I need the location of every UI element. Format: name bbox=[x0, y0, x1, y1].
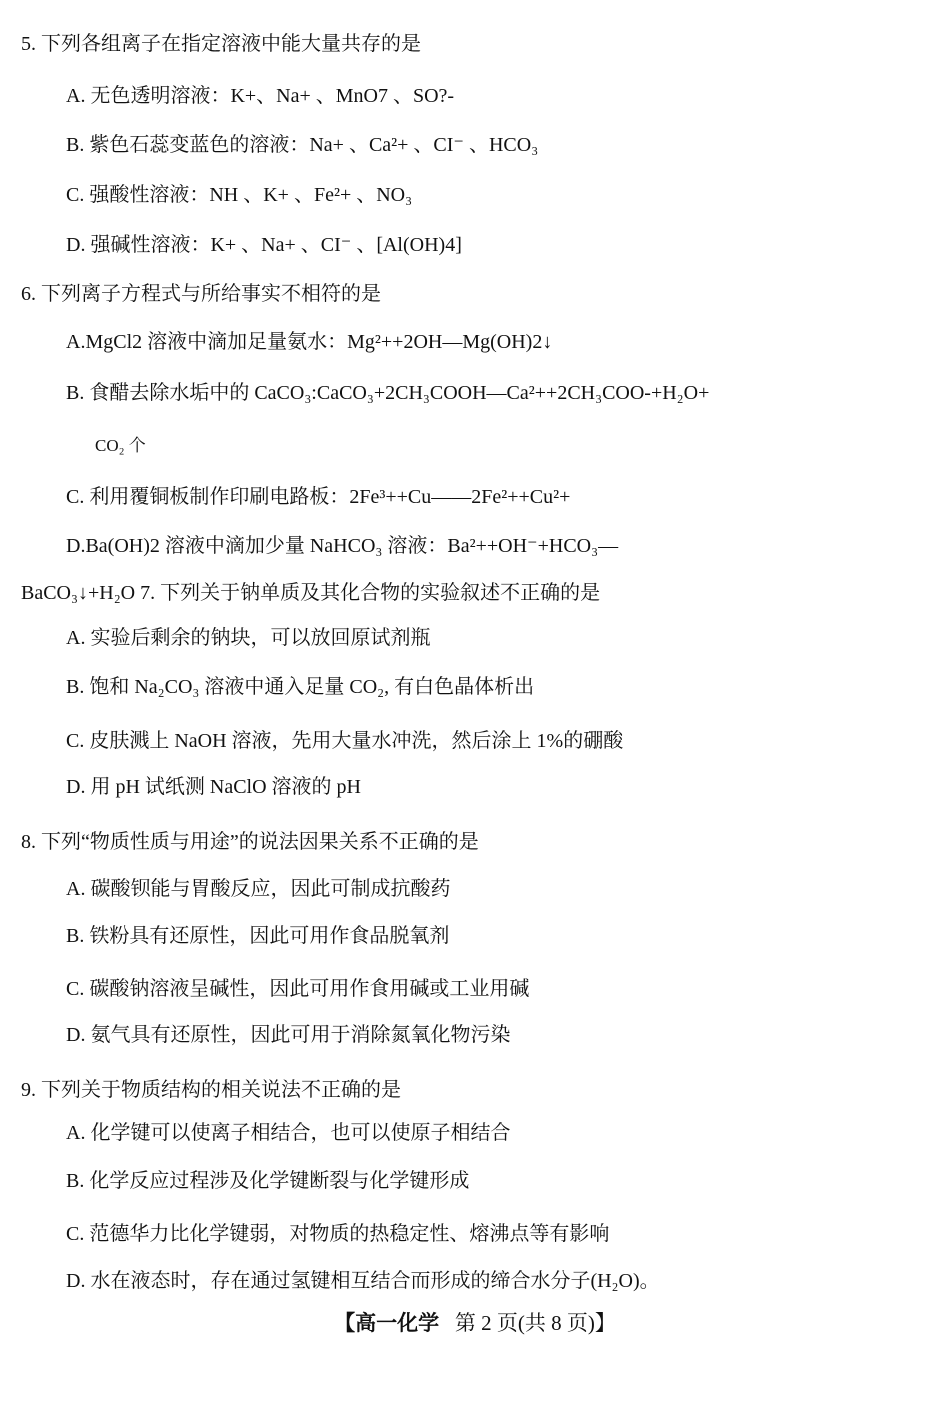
question-8-option-c: C. 碳酸钠溶液呈碱性，因此可用作食用碱或工业用碱 bbox=[66, 978, 530, 1000]
question-9-stem: 9. 下列关于物质结构的相关说法不正确的是 bbox=[21, 1079, 401, 1101]
question-5-option-c: C. 强酸性溶液：NH 、K+ 、Fe²+ 、NO₃ bbox=[66, 184, 413, 206]
question-6-option-d-line1: D.Ba(OH)2 溶液中滴加少量 NaHCO₃ 溶液：Ba²++OH⁻+HCO₃— bbox=[66, 535, 619, 557]
question-5-stem: 5. 下列各组离子在指定溶液中能大量共存的是 bbox=[21, 33, 421, 55]
question-9-option-a: A. 化学键可以使离子相结合，也可以使原子相结合 bbox=[66, 1122, 511, 1144]
question-6-option-c: C. 利用覆铜板制作印刷电路板：2Fe³++Cu——2Fe²++Cu²+ bbox=[66, 486, 571, 508]
question-8-option-b: B. 铁粉具有还原性，因此可用作食品脱氧剂 bbox=[66, 925, 450, 947]
footer-page-number: 第 2 页(共 8 页)】 bbox=[454, 1311, 616, 1335]
question-7-option-b: B. 饱和 Na₂CO₃ 溶液中通入足量 CO₂, 有白色晶体析出 bbox=[66, 676, 535, 698]
question-9-option-d: D. 水在液态时，存在通过氢键相互结合而形成的缔合水分子(H₂O)。 bbox=[66, 1270, 660, 1292]
question-9-option-c: C. 范德华力比化学键弱，对物质的热稳定性、熔沸点等有影响 bbox=[66, 1223, 610, 1245]
question-6-stem: 6. 下列离子方程式与所给事实不相符的是 bbox=[21, 283, 381, 305]
question-5-option-a: A. 无色透明溶液：K+、Na+ 、MnO7 、SO?- bbox=[66, 85, 455, 107]
question-5-option-d: D. 强碱性溶液：K+ 、Na+ 、CI⁻ 、[Al(OH)4] bbox=[66, 234, 462, 256]
question-6-option-a: A.MgCl2 溶液中滴加足量氨水：Mg²++2OH—Mg(OH)2↓ bbox=[66, 331, 553, 353]
question-5-option-b: B. 紫色石蕊变蓝色的溶液：Na+ 、Ca²+ 、CI⁻ 、HCO₃ bbox=[66, 134, 539, 156]
question-6-option-d-line2-and-question-7-stem: BaCO₃↓+H₂O 7. 下列关于钠单质及其化合物的实验叙述不正确的是 bbox=[21, 582, 601, 604]
question-6-option-b-line1: B. 食醋去除水垢中的 CaCO₃:CaCO₃+2CH₃COOH—Ca²++2CH₃COO-+H₂O+ bbox=[66, 382, 710, 404]
question-9-option-b: B. 化学反应过程涉及化学键断裂与化学键形成 bbox=[66, 1170, 470, 1192]
question-7-option-c: C. 皮肤溅上 NaOH 溶液，先用大量水冲洗，然后涂上 1%的硼酸 bbox=[66, 730, 624, 752]
question-8-stem: 8. 下列“物质性质与用途”的说法因果关系不正确的是 bbox=[21, 831, 479, 853]
question-8-option-a: A. 碳酸钡能与胃酸反应，因此可制成抗酸药 bbox=[66, 878, 451, 900]
question-7-option-a: A. 实验后剩余的钠块，可以放回原试剂瓶 bbox=[66, 627, 431, 649]
question-6-option-b-line2: CO₂ 个 bbox=[95, 436, 146, 455]
footer-subject: 【高一化学 bbox=[334, 1311, 440, 1335]
page-footer bbox=[0, 1309, 950, 1337]
question-8-option-d: D. 氨气具有还原性，因此可用于消除氮氧化物污染 bbox=[66, 1024, 511, 1046]
question-7-option-d: D. 用 pH 试纸测 NaClO 溶液的 pH bbox=[66, 776, 361, 798]
